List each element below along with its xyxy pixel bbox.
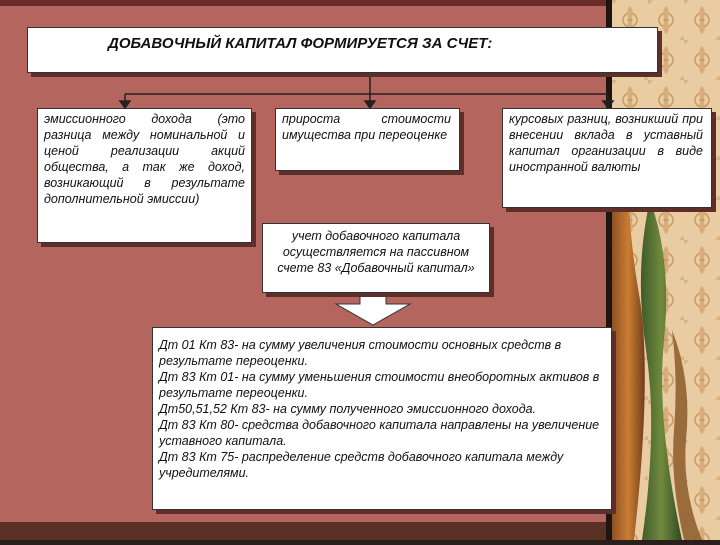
title-box	[27, 27, 658, 73]
entry-line: Дт 01 Кт 83- на сумму увеличения стоимости основных средств в результате переоценки.	[159, 338, 562, 368]
down-arrow-block	[336, 290, 410, 325]
source-box-exchange-differences	[502, 108, 712, 208]
source-text: курсовых разниц, возникший при внесении вклада в уставный капитал организации в виде иностранной валюты	[509, 112, 703, 174]
diagram-title: ДОБАВОЧНЫЙ КАПИТАЛ ФОРМИРУЕТСЯ ЗА СЧЕТ:	[108, 35, 493, 52]
source-box-revaluation	[275, 108, 460, 171]
entry-line: Дт 83 Кт 80- средства добавочного капитала направлены на увеличение уставного капитала.	[159, 418, 600, 448]
arrowhead-left	[120, 101, 130, 108]
account-note: учет добавочного капитала осуществляется на пассивном счете 83 «Добавочный капитал»	[277, 229, 475, 275]
entry-line: Дт 83 Кт 75- распределение средств добавочного капитала между учредителями.	[159, 450, 564, 480]
entry-line: Дт 83 Кт 01- на сумму уменьшения стоимости внеоборотных активов в результате переоценки.	[159, 370, 600, 400]
entry-line: Дт50,51,52 Кт 83- на сумму полученного эмиссионного дохода.	[159, 402, 537, 416]
source-box-emission-income	[37, 108, 252, 243]
source-text: прироста стоимости имущества при переоценке	[282, 112, 451, 142]
arrowhead-right	[603, 101, 613, 108]
entries-box	[152, 327, 612, 510]
source-text: эмиссионного дохода (это разница между номинальной и ценой реализации акций общества, а так же доход, возникающий в результате дополнительной эмиссии)	[44, 112, 245, 206]
arrowhead-middle	[365, 101, 375, 108]
account-note-box	[262, 223, 490, 293]
